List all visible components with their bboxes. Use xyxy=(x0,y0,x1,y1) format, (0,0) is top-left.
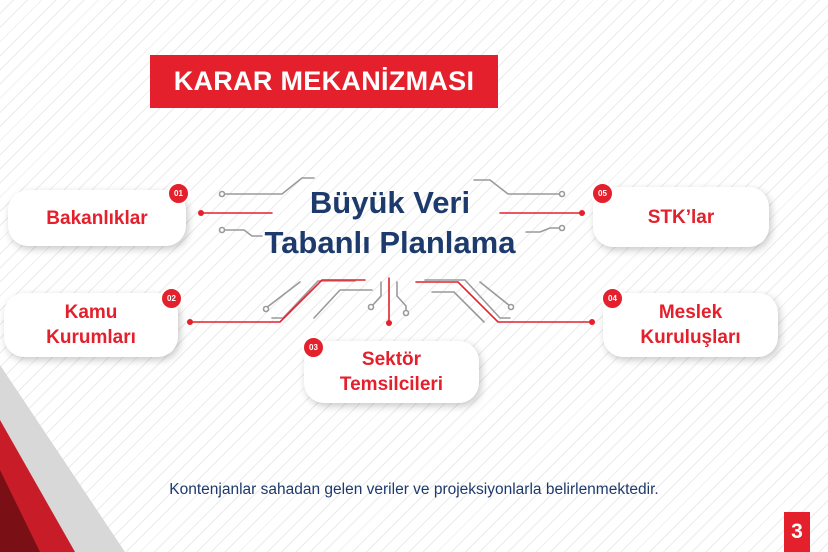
page-number: 3 xyxy=(784,512,810,552)
node-bakanliklar xyxy=(8,190,186,246)
node-label: Meslek Kuruluşları xyxy=(640,302,741,348)
node-label: STK’lar xyxy=(647,206,715,228)
node-number-badge: 02 xyxy=(160,287,183,310)
node-number-badge: 05 xyxy=(591,182,614,205)
node-meslek-kuruluslari xyxy=(603,293,778,357)
node-number-badge: 04 xyxy=(601,287,624,310)
node-number-badge: 03 xyxy=(302,336,325,359)
central-topic-line2: Tabanlı Planlama xyxy=(264,225,516,260)
node-label: Bakanlıklar xyxy=(46,207,148,229)
central-topic xyxy=(255,183,525,263)
node-number-badge: 01 xyxy=(167,182,190,205)
footer-caption: Kontenjanlar sahadan gelen veriler ve projeksiyonlarla belirlenmektedir. xyxy=(169,481,659,498)
node-kamu-kurumlari xyxy=(4,293,178,357)
node-stklar xyxy=(593,187,769,247)
node-label: Sektör Temsilcileri xyxy=(339,349,444,395)
page-title: KARAR MEKANİZMASI xyxy=(150,55,498,108)
node-label: Kamu Kurumları xyxy=(46,302,136,348)
node-sektor-temsilcileri xyxy=(304,341,479,403)
central-topic-line1: Büyük Veri xyxy=(309,185,471,220)
